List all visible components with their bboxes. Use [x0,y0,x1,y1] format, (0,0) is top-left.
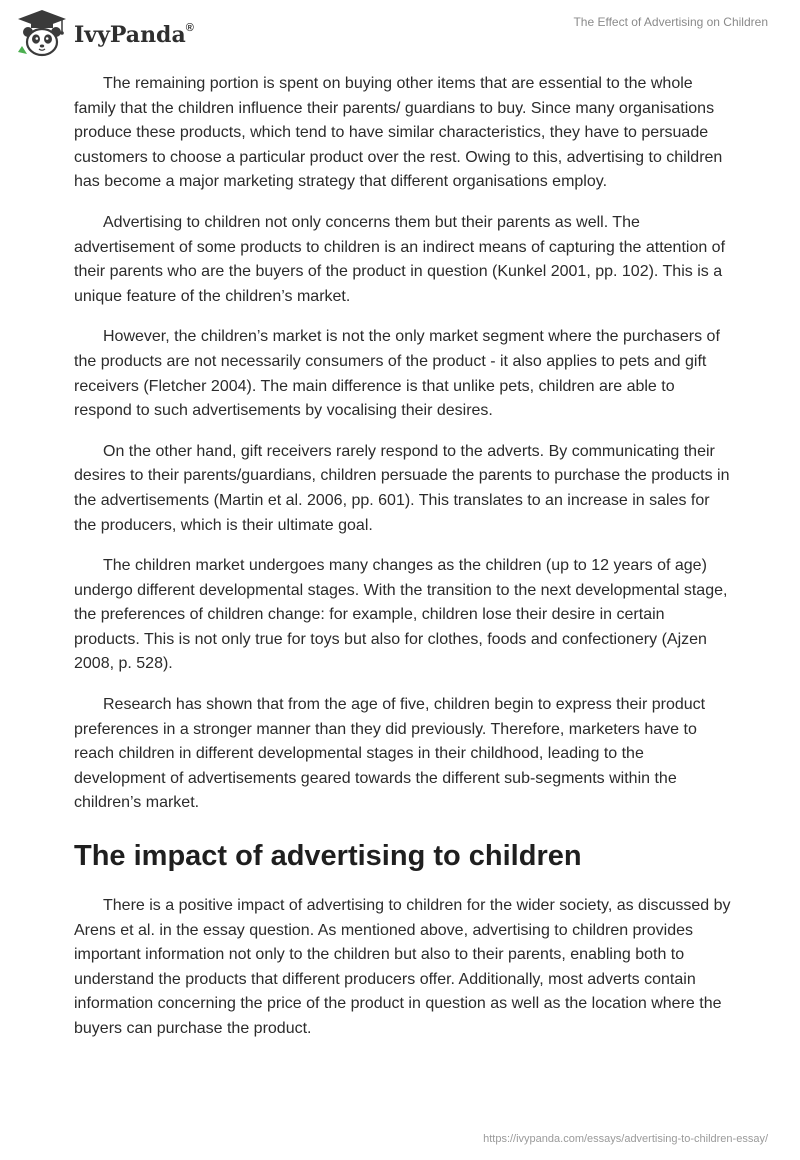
panda-logo-icon [14,8,70,58]
paragraph: Research has shown that from the age of five, children begin to express their product preferences in a stronger manner than they did previously. Therefore, marketers have to reach children in different developmental stages in their childhood, leading to the development of advertisements geared towards the different sub-segments within the children’s market. [74,696,706,812]
paragraph: However, the children’s market is not the only market segment where the purchasers of the products are not necessarily consumers of the product - it also applies to pets and gift receivers (Fletcher 2004). The main difference is that unlike pets, children are able to respond to such advertisements by vocalising their desires. [74,328,720,420]
page-header [0,0,800,70]
registered-mark: ® [185,21,194,34]
source-url[interactable]: https://ivypanda.com/essays/advertising-to-children-essay/ [483,1133,768,1145]
section-heading: The impact of advertising to children [74,840,582,873]
paragraph: On the other hand, gift receivers rarely respond to the adverts. By communicating their desires to their parents/guardians, children persuade the parents to purchase the products in the advertisements (Martin et al. 2006, pp. 601). This translates to an increase in sales for the producers, which is their ultimate goal. [74,442,730,534]
brand-name: IvyPanda® [74,21,194,48]
paragraph: The children market undergoes many changes as the children (up to 12 years of age) undergo different developmental stages. With the transition to the next developmental stage, the preferences of children change: for example, children lose their desire in certain products. This is not only true for toys but also for clothes, foods and confectionery (Ajzen 2008, p. 528). [74,557,728,673]
paragraph: There is a positive impact of advertising to children for the wider society, as discussed by Arens et al. in the essay question. As mentioned above, advertising to children provides important information not only to the children but also to their parents, enabling both to understand the products that different producers offer. Additionally, most adverts contain information concerning the price of the product in question as well as the location where the buyers can purchase the product. [74,897,731,1037]
document-title: The Effect of Advertising on Children [573,15,768,29]
paragraph: The remaining portion is spent on buying other items that are essential to the whole family that the children influence their parents/ guardians to buy. Since many organisations produce these products, which tend to have similar characteristics, they have to persuade customers to choose a particular product over the rest. Owing to this, advertising to children has become a major marketing strategy that different organisations employ. [74,75,723,191]
paragraph: Advertising to children not only concerns them but their parents as well. The advertisement of some products to children is an indirect means of capturing the attention of their parents who are the buyers of the product in question (Kunkel 2001, pp. 102). This is a unique feature of the children’s market. [74,213,726,305]
essay-content [74,72,734,1058]
brand-logo[interactable] [14,8,194,58]
